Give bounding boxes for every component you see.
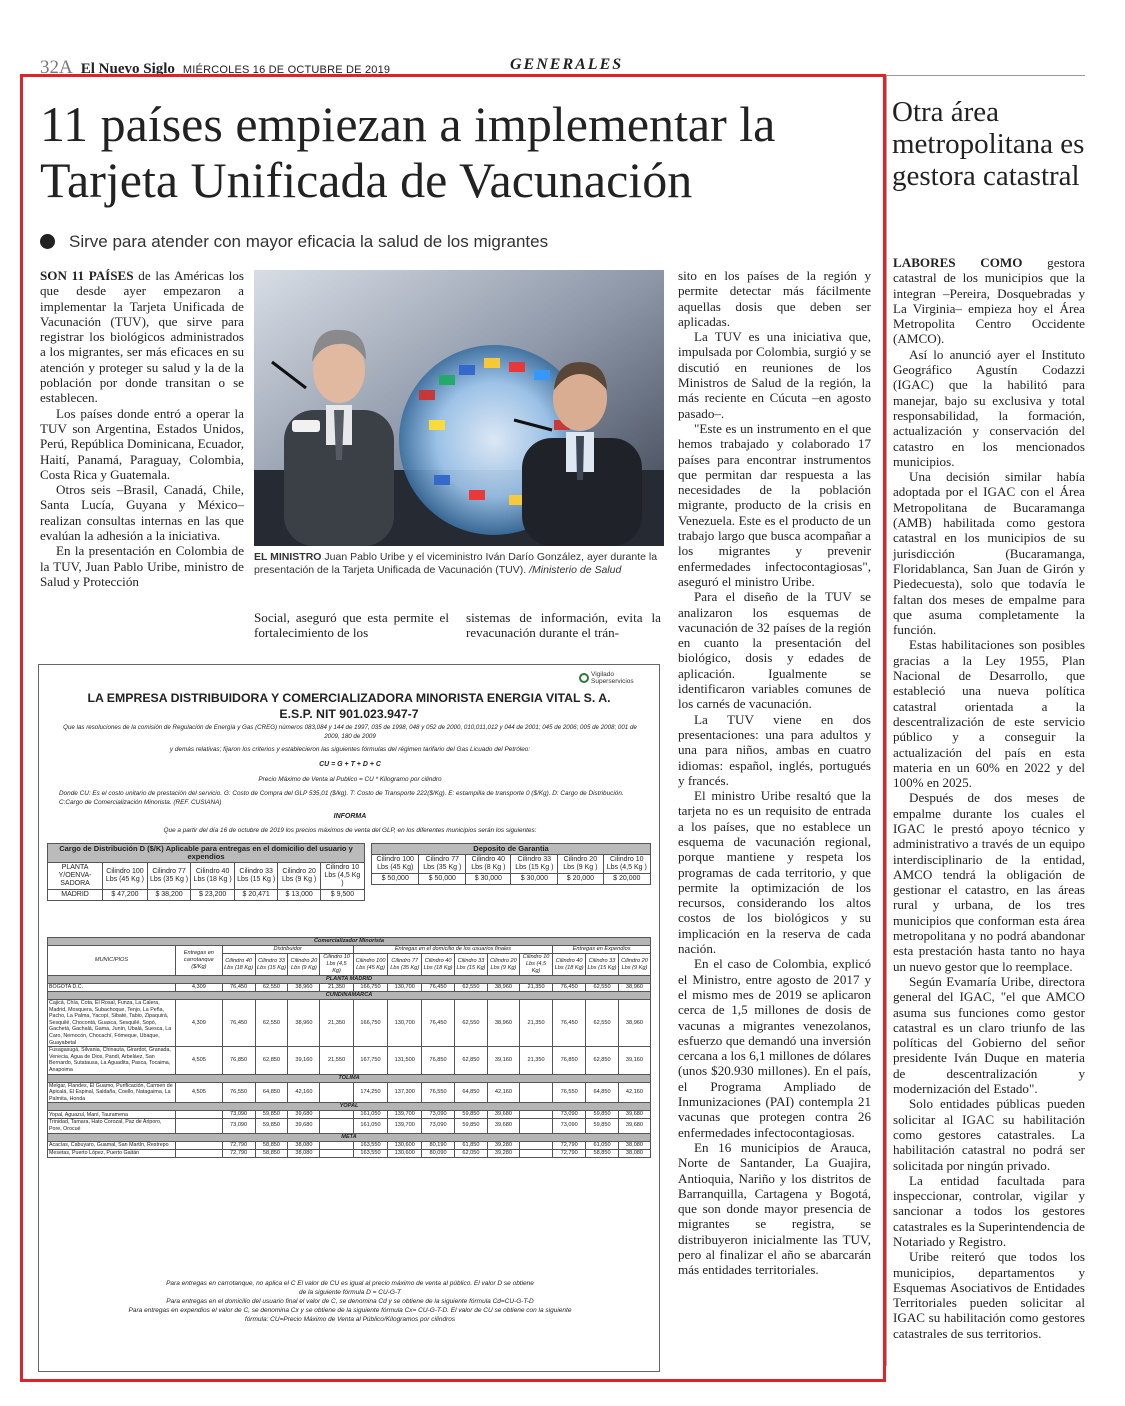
subhead-text: Sirve para atender con mayor eficacia la salud de los migrantes — [69, 232, 549, 251]
table-cell — [176, 1119, 223, 1133]
table-cell: 76,850 — [222, 1047, 255, 1074]
table-cell: 130,700 — [388, 984, 422, 992]
table-col-header: Cilindro 40 Lbs (18 Kg ) — [191, 863, 235, 890]
table-cell: 166,750 — [353, 1000, 388, 1047]
table-cell: 73,090 — [553, 1119, 586, 1133]
table-col-header: Entregas en el domicilio de los usuarios finales — [353, 946, 552, 954]
superservicios-label: Superservicios — [591, 678, 634, 685]
table-col-header: Distribuidor — [222, 946, 353, 954]
table-cell: 62,550 — [455, 984, 488, 992]
table-cell: 139,700 — [388, 1111, 422, 1119]
table-group-label: META — [48, 1133, 651, 1141]
paragraph-text: gestora catastral de los municipios que la integran –Pereira, Dosquebradas y La Virginia– empieza hoy el Área Metropolita Centro Occidente (AMCO). — [893, 255, 1085, 347]
paragraph: sistemas de información, evita la revacunación durante el trán- — [466, 610, 661, 641]
table-cell: 38,960 — [288, 1000, 320, 1047]
table-col-header: Cilindro 10 Lbs (4,5 Kg ) — [603, 855, 650, 874]
lead-in: LABORES COMO — [893, 255, 1023, 270]
table-cell: 58,850 — [586, 1149, 619, 1157]
paragraph: Otros seis –Brasil, Canadá, Chile, Santa Lucía, Guyana y México– realizan consultas internas en las que evalúan la adhesión a la iniciativa. — [40, 482, 244, 544]
note-line: Para entregas en expendios el valor de C, se denomina Cx y se obtiene de la siguiente fórmula Cx= CU-G-T-D. El valor de CU se obtiene con la siguiente — [128, 1307, 572, 1314]
table-group-row — [48, 992, 651, 1000]
table-cell: 39,680 — [618, 1119, 650, 1133]
bullet-icon — [40, 234, 55, 249]
table-cell: 38,080 — [618, 1141, 650, 1149]
table-cell: 73,090 — [553, 1111, 586, 1119]
table-cell-municipios: Yopal, Aguazul, Maní, Tauramena — [48, 1111, 176, 1119]
table-col-header: Cilindro 20 Lbs (9 Kg) — [618, 954, 650, 976]
table-cell: 62,550 — [255, 984, 288, 992]
table-cell — [320, 1119, 353, 1133]
table-cell: 76,450 — [422, 984, 455, 992]
photo-caption — [254, 551, 664, 577]
table-cell-municipios: Melgar, Flandes, El Guamo, Purificación, Carmen de Apicalá, El Espinal, Saldaña, Coello, Natagaima, La Palmita, Honda — [48, 1082, 176, 1103]
table-cell: 39,160 — [288, 1047, 320, 1074]
table-cell: 59,850 — [586, 1111, 619, 1119]
table-cell: 76,550 — [422, 1082, 455, 1103]
table-cell: 21,350 — [519, 984, 552, 992]
table-cell: 4,505 — [176, 1082, 223, 1103]
table-cell: 39,280 — [487, 1141, 519, 1149]
page-number: 32A — [40, 57, 73, 78]
table-group-row — [48, 976, 651, 984]
note-line: fórmula: CU=Precio Máximo de Venta al Público/Kilogramos por cilindros — [244, 1316, 456, 1323]
table-col-header: Cilindro 40 Lbs (18 Kg) — [422, 954, 455, 976]
table-cell: 73,090 — [222, 1119, 255, 1133]
table-cell: 59,850 — [255, 1119, 288, 1133]
table-col-header: Cilindro 77 Lbs (35 Kg ) — [419, 855, 466, 874]
paragraph: "Este es un instrumento en el que hemos trabajado y colaborado 17 países para encontrar instrumentos que permitan dar respuesta a las necesidades de la población migrante, producto de la crisis en Venezuela. Este es el producto de un trabajo largo que busca acompañar a los migrantes y prevenir enfermedades infectocontagiosas", aseguró el ministro Uribe. — [678, 420, 871, 589]
table-cell: 167,750 — [353, 1047, 388, 1074]
table-cell — [519, 1141, 552, 1149]
ad-donde: Donde CU: Es el costo unitario de prestación del servicio. G: Costo de Compra del GLP 535,01 ($/kg). T: Costo de Transporte 222($/Kg). E: estampilla de transporte 0 ($/Kg). D: Cargo de Distribución. C:Cargo de Comercialización Minorista. (REF. CUSIANA) — [59, 790, 624, 806]
paragraph: Después de dos meses de empalme durante los cuales el IGAC le prestó apoyo técnico y administrativo a través de un equipo interdisciplinario de la entidad, AMCO tendrá la obligación de gestionar el catastro, en las áreas rural y urbana, de los tres municipios que conforman esta área metropolitana y no podrá abandonar esta prestación hasta tanto no haya un nuevo gestor que lo reemplace. — [893, 790, 1085, 974]
ad-que-partir: Que a partir del día 16 de octubre de 2019 los precios máximos de venta del GLP, en los diferentes municipios serán los siguientes: — [163, 827, 537, 834]
table-cell: 76,450 — [222, 1000, 255, 1047]
paragraph: Solo entidades públicas pueden solicitar al IGAC su habilitación como gestores catastrales. La habilitación catastral no podrá ser solicitada por ningún privado. — [893, 1096, 1085, 1173]
table-cell: 21,350 — [320, 1000, 353, 1047]
table-cell: 80,190 — [422, 1141, 455, 1149]
paragraph: En el caso de Colombia, explicó el Ministro, entre agosto de 2017 y el mismo mes de 2019 se aplicaron cerca de 1,5 millones de dosis de vacunas a migrantes venezolanos, esfuerzo que demandó una inversión cercana a los 6,1 millones de dólares (unos $20.930 millones). En el país, el Programa Ampliado de Inmunizaciones (PAI) contempla 21 vacunas que protegen contra 26 enfermedades infectocontagiosas. — [678, 956, 871, 1140]
table-cell: 72,790 — [553, 1149, 586, 1157]
table-cell: 21,350 — [519, 1000, 552, 1047]
table-cell: 42,160 — [618, 1082, 650, 1103]
table-cell: $ 30,000 — [466, 874, 511, 885]
table-cell: 130,600 — [388, 1149, 422, 1157]
table-cell: 39,160 — [618, 1047, 650, 1074]
table-cell: 38,960 — [618, 1000, 650, 1047]
ad-title: LA EMPRESA DISTRIBUIDORA Y COMERCIALIZADORA MINORISTA ENERGIA VITAL S. A. — [87, 691, 611, 705]
table-row — [48, 1149, 651, 1157]
table-row — [48, 1000, 651, 1047]
paragraph: Para el diseño de la TUV se analizaron los esquemas de vacunación de 32 países de la región en cuanto la presentación del biológico, dosis y edades de aplicación. Igualmente se identificaron variables comunes de los carnés de vacunación. — [678, 589, 871, 712]
table-cell: 62,550 — [586, 1000, 619, 1047]
table-cell — [176, 1149, 223, 1157]
table-cell: 62,050 — [455, 1149, 488, 1157]
paragraph: Uribe reiteró que todos los municipios, departamentos y Esquemas Asociativos de Entidades Territoriales pueden solicitar al IGAC su habilitación como gestores catastrales de sus territorios. — [893, 1249, 1085, 1341]
table-cell: 59,850 — [586, 1119, 619, 1133]
paragraph: Según Evamaría Uribe, directora general del IGAC, "el que AMCO asuma sus funciones como gestor catastral es un claro triunfo de las políticas del Gobierno del señor presidente Iván Duque en materia de descentralización y modernización del Estado". — [893, 973, 1085, 1097]
table-cell: 72,790 — [553, 1141, 586, 1149]
article-photo — [254, 270, 664, 546]
table-cell: 62,550 — [255, 1000, 288, 1047]
table-cell: 59,850 — [255, 1111, 288, 1119]
table-col-header: Cilindro 77 Lbs (35 Kg) — [388, 954, 422, 976]
table-col-header: Entregas en carrotanque ($/Kg) — [176, 946, 223, 976]
table-cell: 163,550 — [353, 1149, 388, 1157]
table-col-header: Cilindro 33 Lbs (15 Kg) — [455, 954, 488, 976]
table-cell: 39,680 — [618, 1111, 650, 1119]
table-cell: 73,090 — [422, 1111, 455, 1119]
table-cell: $ 47,200 — [103, 890, 148, 901]
photo-illustration — [254, 270, 664, 546]
caption-credit: /Ministerio de Salud — [529, 564, 622, 576]
paragraph: Social, aseguró que esta permite el fortalecimiento de los — [254, 610, 449, 641]
table-cell — [320, 1111, 353, 1119]
table-row — [48, 1111, 651, 1119]
table-cell: 64,850 — [455, 1082, 488, 1103]
table-cell: 76,450 — [222, 984, 255, 992]
table-cell-municipios: Acacías, Cabuyaro, Guamal, San Martín, Restrepo — [48, 1141, 176, 1149]
table-cell: 76,850 — [422, 1047, 455, 1074]
table-cell: 58,850 — [255, 1149, 288, 1157]
table-cell: 38,080 — [288, 1149, 320, 1157]
publication-name: El Nuevo Siglo — [80, 61, 175, 77]
paragraph — [893, 255, 1085, 347]
table-cell: 42,160 — [487, 1082, 519, 1103]
price-table — [47, 937, 651, 1158]
article-headline: 11 países empiezan a implementar la Tarjeta Unificada de Vacunación — [40, 96, 776, 208]
table-cell: 38,960 — [618, 984, 650, 992]
table-cell — [519, 1082, 552, 1103]
ad-relatives: y demás relativas; fijaron los criterios y establecieron las siguientes fórmulas del régimen tarifario del Gas Licuado del Petróleo: — [169, 746, 531, 753]
table-cell: 4,505 — [176, 1047, 223, 1074]
table-cell: 21,550 — [320, 1047, 353, 1074]
table-cell: 38,960 — [487, 984, 519, 992]
table-cell: 72,790 — [222, 1149, 255, 1157]
table-cell: 131,500 — [388, 1047, 422, 1074]
table-cell: 38,080 — [618, 1149, 650, 1157]
table-cell: $ 38,200 — [147, 890, 191, 901]
sidebar-column — [893, 255, 1085, 1341]
table-cell: 38,960 — [288, 984, 320, 992]
table-cell: 4,309 — [176, 1000, 223, 1047]
table-col-header: Cilindro 20 Lbs (9 Kg) — [487, 954, 519, 976]
paragraph: En 16 municipios de Arauca, Norte de Santander, La Guajira, Antioquia, Nariño y los distritos de Barranquilla, Cartagena y Bogotá, que son donde mayor presencia de migrantes se registra, se distribuyeron inicialmente las TUV, pero al finalizar el año se abarcarán más entidades territoriales. — [678, 1139, 871, 1278]
table-cell: 62,550 — [455, 1000, 488, 1047]
publication-date: MIÉRCOLES 16 DE OCTUBRE DE 2019 — [182, 64, 391, 76]
table-col-header: Cilindro 100 Lbs (45 Kg) — [372, 855, 419, 874]
table-cell: 161,050 — [353, 1111, 388, 1119]
table-cell-municipios: Mesetas, Puerto López, Puerto Gaitán — [48, 1149, 176, 1157]
table-cell: 21,350 — [519, 1047, 552, 1074]
table-cell: 21,350 — [320, 984, 353, 992]
table-cell: 161,050 — [353, 1119, 388, 1133]
table-cell: 39,680 — [288, 1111, 320, 1119]
table-header: Deposito de Garantia — [372, 844, 651, 855]
table-group-label: YOPAL — [48, 1103, 651, 1111]
table-cell: 38,960 — [487, 1000, 519, 1047]
table-cell: 62,850 — [586, 1047, 619, 1074]
paragraph: Estas habilitaciones son posibles gracias a la Ley 1955, Plan Nacional de Desarrollo, que estableció una nueva política catastral orientada a la descentralización de este servicio público y a conseguir la actualización del país en esta materia en un 60% en 2022 y del 100% en 2025. — [893, 637, 1085, 791]
table-cell: MADRID — [48, 890, 103, 901]
caption-lead: EL MINISTRO — [254, 551, 322, 563]
table-header: Cargo de Distribución D ($/K) Aplicable para entregas en el domicilio del usuario y expendios — [48, 844, 365, 863]
table-cell: 39,680 — [487, 1119, 519, 1133]
table-cell: $ 9,500 — [320, 890, 364, 901]
vigilado-label: Vigilado — [591, 671, 615, 678]
table-cell: 61,850 — [455, 1141, 488, 1149]
note-line: Para entregas en el domicilio del usuario final el valor de C, se denomina Cd y se obtiene de la siguiente fórmula Cd=CU-G-T-D — [166, 1298, 534, 1305]
table-group-label: CUNDINAMARCA — [48, 992, 651, 1000]
table-cell: 76,850 — [553, 1047, 586, 1074]
table-col-header: Cilindro 40 Lbs (18 Kg) — [222, 954, 255, 976]
table-cell: 64,850 — [255, 1082, 288, 1103]
note-line: de la siguiente fórmula D = CU-G-T — [298, 1289, 402, 1296]
table-cell: 64,850 — [586, 1082, 619, 1103]
paragraph: Los países donde entró a operar la TUV son Argentina, Estados Unidos, Perú, República Dominicana, Ecuador, Haití, Panamá, Paraguay, Colombia, Costa Rica y Guatemala. — [40, 405, 244, 482]
table-cell: 166,750 — [353, 984, 388, 992]
article-column-1 — [40, 268, 244, 589]
table-cell-municipios: Cajicá, Chía, Cota, El Rosal, Funza, La Calera, Madrid, Mosquera, Subachoque, Tenjo, La Peña, Pacho, La Palma, Yacopí, Sibaté, Tabio, Zipaquirá, Sesquilé, Chocontá, Guasca, Sesquilé, Sopó, Gachetá, Gachalá, Gama, Junín, Ubalá, Suesca, La Caro, Nemocón, Chocachí, Fómeque, Ubaque, Guayabetal — [48, 1000, 176, 1047]
table-group-row — [48, 1133, 651, 1141]
table-cell — [519, 1119, 552, 1133]
table-cell: 62,550 — [586, 984, 619, 992]
table-col-header: Cilindro 20 Lbs (9 Kg) — [288, 954, 320, 976]
vigilado-badge — [579, 671, 634, 685]
table-cell-municipios: BOGOTA D.C. — [48, 984, 176, 992]
table-cell — [320, 1141, 353, 1149]
table-cell: 76,450 — [422, 1000, 455, 1047]
ad-informa: INFORMA — [333, 813, 367, 820]
table-col-header: Cilindro 100 Lbs (45 Kg ) — [103, 863, 148, 890]
table-cell: 76,450 — [553, 1000, 586, 1047]
table-col-header: Cilindro 33 Lbs (15 Kg) — [586, 954, 619, 976]
table-col-header: Cilindro 33 Lbs (15 Kg ) — [511, 855, 558, 874]
table-cell: 61,050 — [586, 1141, 619, 1149]
table-cell: 130,600 — [388, 1141, 422, 1149]
table-cell: 4,309 — [176, 984, 223, 992]
paragraph: La TUV es una iniciativa que, impulsada por Colombia, surgió y se discutió en reuniones de los Ministros de Salud de la región, la más reciente en Cúcuta –en agosto pasado–. — [678, 329, 871, 421]
table-col-header: Cilindro 10 Lbs (4,5 Kg ) — [320, 863, 364, 890]
table-col-header: Cilindro 100 Lbs (45 Kg) — [353, 954, 388, 976]
table-cell: 42,160 — [288, 1082, 320, 1103]
table-cell — [176, 1141, 223, 1149]
table-cell — [320, 1149, 353, 1157]
table-group-label: PLANTA MADRID — [48, 976, 651, 984]
paragraph: En la presentación en Colombia de la TUV, Juan Pablo Uribe, ministro de Salud y Protección — [40, 543, 244, 589]
ad-notes — [59, 1279, 641, 1324]
article-column-3 — [678, 268, 871, 1278]
table-col-header: Cilindro 10 Lbs (4,5 Kg) — [320, 954, 353, 976]
table-cell: 80,090 — [422, 1149, 455, 1157]
table-cell: $ 13,000 — [278, 890, 320, 901]
table-cell: 59,850 — [455, 1119, 488, 1133]
table-cell: 62,850 — [455, 1047, 488, 1074]
table-cell: 139,700 — [388, 1119, 422, 1133]
table-cell: 39,160 — [487, 1047, 519, 1074]
sidebar-headline: Otra área metropolitana es gestora catastral — [892, 96, 1085, 192]
table-cell: 73,090 — [222, 1111, 255, 1119]
table-group-label: TOLIMA — [48, 1074, 651, 1082]
table-cell — [176, 1111, 223, 1119]
table-cell: 130,700 — [388, 1000, 422, 1047]
table-row — [48, 1047, 651, 1074]
paragraph: Una decisión similar había adoptada por el IGAC con el Área Metropolitana de Bucaramanga (AMB) habilitada como gestora catastral en los municipios de su jurisdicción (Bucaramanga, Floridablanca, San Juan de Girón y Piedecuesta), solo que todavía le faltan dos meses de empalme para que asuma completamente la función. — [893, 469, 1085, 638]
table-cell: $ 20,000 — [603, 874, 650, 885]
table-col-header: Cilindro 33 Lbs (15 Kg ) — [234, 863, 278, 890]
table-cell — [519, 1149, 552, 1157]
table-cell: 58,850 — [255, 1141, 288, 1149]
section-name: GENERALES — [510, 56, 624, 73]
table-cell: 163,550 — [353, 1141, 388, 1149]
table-group-row — [48, 1103, 651, 1111]
table-col-header: MUNICIPIOS — [48, 946, 176, 976]
vigilado-logo-icon — [579, 673, 589, 683]
table-col-header: Cilindro 33 Lbs (15 Kg) — [255, 954, 288, 976]
paragraph: El ministro Uribe resaltó que la tarjeta no es un requisito de entrada a los países, que no establece un esquema de vacunación regional, porque mantiene y respeta los programas de cada territorio, y que permite la optimización de los recursos, considerando los altos costos de los biológicos y su implicación en la reserva de cada nación. — [678, 788, 871, 957]
table-header: Comercializador Minorista — [48, 938, 651, 946]
paragraph: La entidad facultada para inspeccionar, controlar, vigilar y sancionar a todos los gestores catastrales es la Superintendencia de Notariado y Registro. — [893, 1172, 1085, 1249]
table-cell: $ 20,000 — [558, 874, 603, 885]
table-cell: $ 23,200 — [191, 890, 235, 901]
table-cell: 39,280 — [487, 1149, 519, 1157]
paragraph: La TUV viene en dos presentaciones: una para adultos y una para niños, ambas en cuatro idiomas: español, inglés, portugués y francés. — [678, 711, 871, 788]
note-line: Para entregas en carrotanque, no aplica el C El valor de CU es igual al precio máximo de venta al público. El valor D se obtiene — [166, 1280, 534, 1287]
table-col-header: Cilindro 77 Lbs (35 Kg ) — [147, 863, 191, 890]
paragraph: sito en los países de la región y permite detectar más fácilmente aquellas dosis que deben ser aplicadas. — [678, 268, 871, 329]
article-column-2a — [254, 610, 449, 641]
table-row-header: PLANTA Y/OENVA-SADORA — [48, 863, 103, 890]
table-cell — [320, 1082, 353, 1103]
sidebar-divider — [886, 76, 887, 1366]
table-cell: $ 50,000 — [419, 874, 466, 885]
table-cell: 39,680 — [288, 1119, 320, 1133]
table-cell: 174,250 — [353, 1082, 388, 1103]
lead-in: SON 11 PAÍSES — [40, 268, 134, 283]
ad-precio-max: Precio Máximo de Venta al Publico = CU * Kilogramo por cilindro — [258, 776, 442, 783]
table-group-row — [48, 1074, 651, 1082]
table-row — [48, 984, 651, 992]
article-subhead — [40, 232, 548, 252]
table-cell: 76,450 — [553, 984, 586, 992]
table-row — [48, 1082, 651, 1103]
paragraph: Así lo anunció ayer el Instituto Geográfico Agustín Codazzi (IGAC) que la habilitó para manejar, bajo su exclusiva y total responsabilidad, la formación, actualización y conservación del catastro en los mencionados municipios. — [893, 346, 1085, 469]
table-cell-municipios: Fusagasugá, Silvania, Chinauta, Girardot, Granada, Venecia, Agua de Dios, Pandi, Arbeláez, San Bernardo, Sutatausa, La Aguadita, Pasca, Tocaima, Anapoima — [48, 1047, 176, 1074]
article-column-2b — [466, 610, 661, 641]
table-cell-municipios: Trinidad, Tamara, Hato Corozal, Paz de Ariporo, Pore, Orocué — [48, 1119, 176, 1133]
paragraph — [40, 268, 244, 406]
caption-text: Juan Pablo Uribe y el viceministro Iván Darío González, ayer durante la presentación de la Tarjeta Unificada de Vacunación (TUV). — [254, 551, 658, 576]
table-cell: 38,080 — [288, 1141, 320, 1149]
table-cell — [519, 1111, 552, 1119]
table-row — [48, 1119, 651, 1133]
distribution-charge-table — [47, 843, 365, 901]
table-cell: 73,090 — [422, 1119, 455, 1133]
table-cell: 39,680 — [487, 1111, 519, 1119]
table-col-header: Entregas en Expendios — [553, 946, 651, 954]
price-table-body — [48, 976, 651, 1158]
table-col-header: Cilindro 10 Lbs (4,5 Kg) — [519, 954, 552, 976]
table-col-header: Cilindro 40 Lbs (8 Kg ) — [466, 855, 511, 874]
table-col-header: Cilindro 20 Lbs (9 Kg ) — [278, 863, 320, 890]
table-col-header: Cilindro 20 Lbs (9 Kg ) — [558, 855, 603, 874]
table-col-header: Cilindro 40 Lbs (18 Kg) — [553, 954, 586, 976]
table-cell: 76,550 — [222, 1082, 255, 1103]
ad-resolutions: Que las resoluciones de la comisión de Regulación de Energía y Gas (CREG) números 083,084 y 144 de 1997, 035 de 1998, 048 y 052 de 2000, 010,011,012 y 044 de 2001; 045 de 2006; 005 de 2008; 001 de 2009, 180 de 2009 — [63, 724, 637, 740]
table-cell: 137,300 — [388, 1082, 422, 1103]
guarantee-deposit-table — [371, 843, 651, 885]
table-cell: $ 30,000 — [511, 874, 558, 885]
ad-nit: E.S.P. NIT 901.023.947-7 — [279, 707, 419, 721]
paragraph-text: de las Américas los que desde ayer empezaron a implementar la Tarjeta Unificada de Vacunación (TUV), que sirve para registrar los biológicos administrados a los migrantes, ser más eficaces en su atención y proteger su salud y la de la población por donde transitan o se establecen. — [40, 268, 245, 406]
table-row — [48, 1141, 651, 1149]
table-cell: 59,850 — [455, 1111, 488, 1119]
table-cell: 62,850 — [255, 1047, 288, 1074]
ad-formula: CU = G + T + D + C — [319, 761, 381, 768]
table-cell: $ 50,000 — [372, 874, 419, 885]
table-cell: 72,790 — [222, 1141, 255, 1149]
table-cell: $ 20,471 — [234, 890, 278, 901]
table-cell: 76,550 — [553, 1082, 586, 1103]
legal-notice-ad — [38, 664, 660, 1372]
